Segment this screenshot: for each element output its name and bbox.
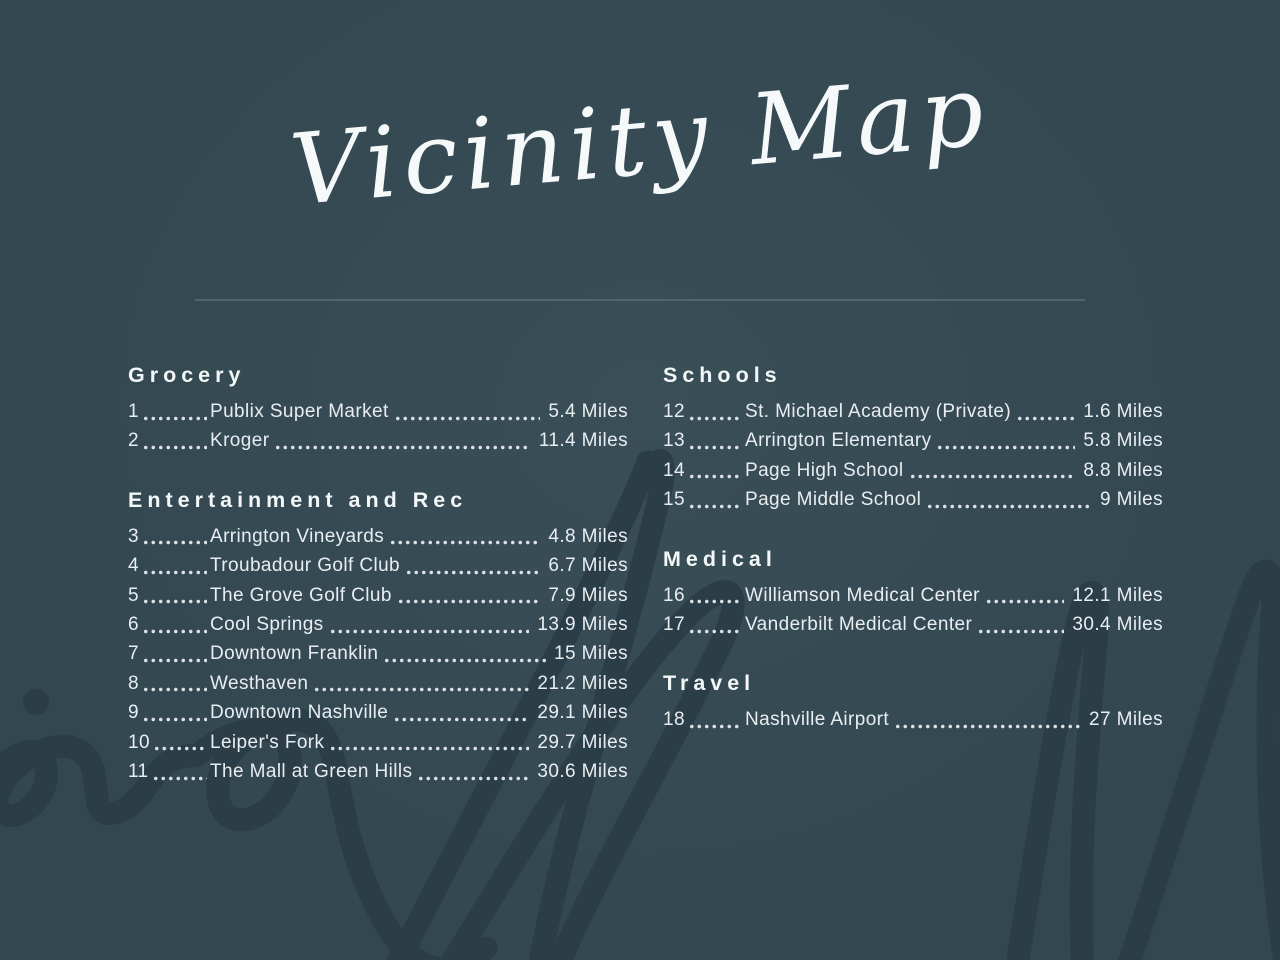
dot-leader xyxy=(142,669,207,698)
watermark-dot xyxy=(23,689,49,715)
dot-leader xyxy=(142,639,207,668)
item-number: 13 xyxy=(663,430,685,452)
list-item xyxy=(128,551,628,580)
title-divider xyxy=(195,299,1085,301)
list-item xyxy=(128,610,628,639)
item-name: Arrington Vineyards xyxy=(210,525,385,547)
item-name: Williamson Medical Center xyxy=(745,584,980,606)
list-item xyxy=(128,698,628,727)
item-name: St. Michael Academy (Private) xyxy=(745,401,1012,422)
item-number: 1 xyxy=(128,401,139,422)
dot-leader xyxy=(142,698,207,727)
item-distance: 9 Miles xyxy=(1100,489,1163,511)
dot-leader xyxy=(688,581,742,610)
list-item xyxy=(128,426,628,455)
item-number: 4 xyxy=(128,555,139,577)
item-number: 17 xyxy=(663,614,685,636)
item-distance: 12.1 Miles xyxy=(1072,584,1163,606)
section-entertainment xyxy=(128,487,628,787)
item-number: 16 xyxy=(663,584,685,606)
item-name: Kroger xyxy=(210,430,270,452)
page-title: Vicinity Map xyxy=(286,53,994,229)
item-number: 9 xyxy=(128,702,139,724)
item-name: Westhaven xyxy=(210,672,309,694)
item-name: Vanderbilt Medical Center xyxy=(745,614,973,636)
dot-leader xyxy=(688,610,742,639)
dot-leader xyxy=(153,728,207,757)
item-number: 11 xyxy=(128,761,149,783)
dot-leader xyxy=(383,639,546,668)
item-name: Arrington Elementary xyxy=(745,430,932,452)
list-item xyxy=(663,485,1163,514)
section-heading: Schools xyxy=(663,363,782,387)
section-medical xyxy=(663,546,1163,640)
item-number: 5 xyxy=(128,584,139,606)
item-name: Nashville Airport xyxy=(745,709,890,731)
item-name: Page High School xyxy=(745,459,904,481)
list-item xyxy=(663,397,1163,426)
dot-leader xyxy=(142,522,207,551)
dot-leader xyxy=(142,551,207,580)
list-item xyxy=(663,610,1163,639)
section-grocery xyxy=(128,362,628,456)
dot-leader xyxy=(977,610,1064,639)
dot-leader xyxy=(1016,397,1075,426)
item-number: 3 xyxy=(128,525,139,547)
list-item xyxy=(128,397,628,426)
item-name: Publix Super Market xyxy=(210,401,389,422)
item-distance: 13.9 Miles xyxy=(537,614,628,636)
dot-leader xyxy=(393,698,529,727)
dot-leader xyxy=(329,728,529,757)
dot-leader xyxy=(397,581,541,610)
item-distance: 30.4 Miles xyxy=(1072,614,1163,636)
item-distance: 27 Miles xyxy=(1089,709,1163,731)
section-heading: Travel xyxy=(663,671,756,696)
dot-leader xyxy=(688,705,742,734)
dot-leader xyxy=(142,426,207,455)
item-distance: 11.4 Miles xyxy=(538,430,628,452)
item-number: 18 xyxy=(663,709,685,731)
item-number: 2 xyxy=(128,430,139,452)
list-item xyxy=(663,426,1163,455)
left-column xyxy=(128,362,628,786)
section-travel xyxy=(663,670,1163,734)
dot-leader xyxy=(142,610,207,639)
item-distance: 5.4 Miles xyxy=(548,401,628,422)
dot-leader xyxy=(688,456,742,485)
dot-leader xyxy=(274,426,530,455)
item-distance: 5.8 Miles xyxy=(1083,430,1163,452)
item-distance: 29.1 Miles xyxy=(537,702,628,724)
dot-leader xyxy=(394,397,541,426)
dot-leader xyxy=(152,757,207,786)
item-number: 8 xyxy=(128,672,139,694)
list-item xyxy=(128,522,628,551)
item-distance: 7.9 Miles xyxy=(548,584,628,606)
section-heading: Medical xyxy=(663,546,777,571)
item-name: The Grove Golf Club xyxy=(210,584,392,606)
item-number: 12 xyxy=(663,401,685,422)
item-number: 15 xyxy=(663,489,685,511)
item-name: Downtown Nashville xyxy=(210,702,389,724)
item-distance: 8.8 Miles xyxy=(1083,459,1163,481)
dot-leader xyxy=(688,426,742,455)
list-item xyxy=(663,456,1163,485)
section-heading: Grocery xyxy=(128,363,246,387)
item-number: 10 xyxy=(128,731,150,753)
dot-leader xyxy=(926,485,1092,514)
right-column xyxy=(663,362,1163,735)
section-heading: Entertainment and Rec xyxy=(128,487,468,512)
item-name: Page Middle School xyxy=(745,489,922,511)
dot-leader xyxy=(405,551,540,580)
item-distance: 1.6 Miles xyxy=(1083,401,1163,422)
item-distance: 4.8 Miles xyxy=(548,525,628,547)
item-distance: 21.2 Miles xyxy=(537,672,628,694)
item-name: Leiper's Fork xyxy=(210,731,325,753)
list-item xyxy=(663,581,1163,610)
list-item xyxy=(128,757,628,786)
item-name: Troubadour Golf Club xyxy=(210,555,401,577)
dot-leader xyxy=(688,397,742,426)
dot-leader xyxy=(894,705,1081,734)
dot-leader xyxy=(142,581,207,610)
item-distance: 30.6 Miles xyxy=(537,761,628,783)
list-item xyxy=(128,728,628,757)
list-item xyxy=(128,669,628,698)
item-number: 14 xyxy=(663,459,685,481)
dot-leader xyxy=(909,456,1076,485)
list-item xyxy=(128,639,628,668)
list-item xyxy=(128,581,628,610)
item-number: 6 xyxy=(128,614,139,636)
dot-leader xyxy=(688,485,742,514)
section-schools xyxy=(663,362,1163,515)
item-name: Cool Springs xyxy=(210,614,324,636)
item-distance: 6.7 Miles xyxy=(548,555,628,577)
dot-leader xyxy=(389,522,540,551)
dot-leader xyxy=(142,397,207,426)
list-item xyxy=(663,705,1163,734)
item-distance: 29.7 Miles xyxy=(537,731,628,753)
item-name: Downtown Franklin xyxy=(210,643,379,665)
dot-leader xyxy=(985,581,1064,610)
dot-leader xyxy=(936,426,1075,455)
item-number: 7 xyxy=(128,643,139,665)
item-name: The Mall at Green Hills xyxy=(210,761,413,783)
dot-leader xyxy=(313,669,529,698)
dot-leader xyxy=(417,757,529,786)
item-distance: 15 Miles xyxy=(554,643,628,665)
dot-leader xyxy=(329,610,530,639)
